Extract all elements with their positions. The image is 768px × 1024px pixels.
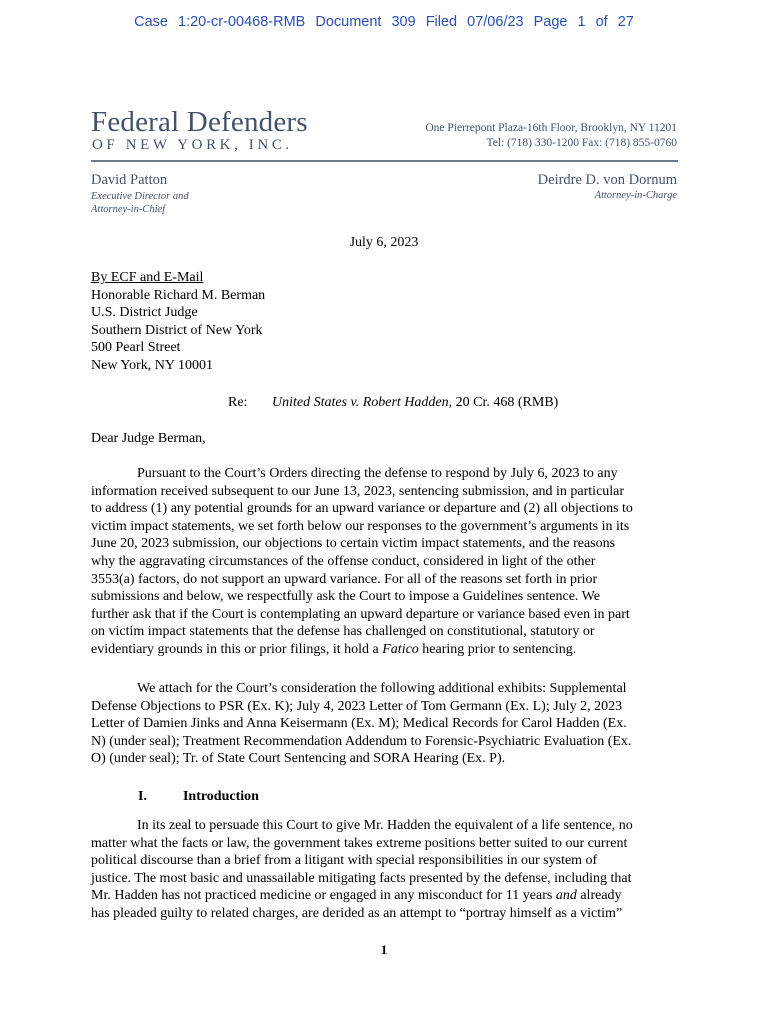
case-header: Case 1:20-cr-00468-RMB Document 309 Filed 07/06/23 Page 1 of 27 [134,14,634,30]
paragraph-line: Pursuant to the Court’s Orders directing the defense to respond by July 6, 2023 to any [137,466,618,481]
paragraph-line: matter what the facts or law, the government takes extreme positions better suited to our current [91,835,628,851]
paragraph-line: Letter of Damien Jinks and Anna Keisermann (Ex. M); Medical Records for Carol Hadden (Ex. [91,716,627,732]
executive-director-name: David Patton [91,172,168,188]
letterhead-org-sub: OF NEW YORK, INC. [92,137,293,153]
paragraph-line: political discourse than a brief from a litigant with special responsibilities in our system of [91,853,598,869]
attorney-in-charge-name: Deirdre D. von Dornum [537,172,677,188]
letterhead-divider [91,160,678,162]
paragraph-line: further ask that if the Court is contemplating an upward departure or variance based even in part [91,606,630,622]
executive-director-title [91,190,189,216]
left-title-line: Executive Director and [91,191,189,202]
re-label: Re: [228,395,248,410]
paragraph-line: Mr. Hadden has not practiced medicine or engaged in any misconduct for 11 years and already [91,888,622,904]
paragraph-line: justice. The most basic and unassailable mitigating facts presented by the defense, including that [91,870,632,886]
paragraph-line: 3553(a) factors, do not support an upward variance. For all of the reasons set forth in prior [91,571,598,587]
case-number: , 20 Cr. 468 (RMB) [448,395,559,410]
letterhead-phone: Tel: (718) 330-1200 Fax: (718) 855-0760 [486,137,677,149]
paragraph-line: on victim impact statements that the defense has challenged on constitutional, statutory or [91,624,595,640]
paragraph-line: victim impact statements, we set forth below our responses to the government’s arguments in its [91,518,630,534]
recipient-block [91,269,265,375]
paragraph-1 [91,465,678,659]
recipient-line: Southern District of New York [91,322,263,338]
delivery-method: By ECF and E-Mail [91,270,204,285]
recipient-line: 500 Pearl Street [91,340,181,356]
paragraph-line: evidentiary grounds in this or prior filings, it hold a Fatico hearing prior to sentencing. [91,641,577,657]
paragraph-line: why the aggravating circumstances of the offense conduct, considered in light of the other [91,553,596,569]
paragraph-line: has pleaded guilty to related charges, are derided as an attempt to “portray himself as a victim” [91,905,623,921]
attorney-in-charge-title: Attorney-in-Charge [594,190,677,201]
case-name: United States v. Robert Hadden [272,395,449,410]
paragraph-line: Defense Objections to PSR (Ex. K); July 4, 2023 Letter of Tom Germann (Ex. L); July 2, 2023 [91,698,623,714]
recipient-line: Honorable Richard M. Berman [91,287,266,303]
paragraph-line: O) (under seal); Tr. of State Court Sentencing and SORA Hearing (Ex. P). [91,751,506,767]
paragraph-line: We attach for the Court’s consideration the following additional exhibits: Supplemental [137,681,627,696]
paragraph-line: submissions and below, we respectfully ask the Court to impose a Guidelines sentence. We [91,589,600,605]
left-title-line: Attorney-in-Chief [91,204,166,215]
paragraph-line: information received subsequent to our June 13, 2023, sentencing submission, and in particular [91,483,625,499]
section-heading [138,788,259,806]
page-number: 1 [380,942,388,957]
recipient-line: New York, NY 10001 [91,357,213,373]
paragraph-line: to address (1) any potential grounds for an upward variance or departure and (2) all objections to [91,501,633,517]
re-case-caption [272,394,558,412]
letter-date: July 6, 2023 [349,235,419,250]
recipient-line: U.S. District Judge [91,305,198,321]
paragraph-3 [91,817,678,923]
letterhead-address: One Pierrepont Plaza-16th Floor, Brooklyn, NY 11201 [425,122,677,134]
paragraph-line: N) (under seal); Treatment Recommendation Addendum to Forensic-Psychiatric Evaluation (Ex. [91,733,632,749]
section-title: Introduction [182,789,259,804]
section-number: I. [138,789,147,804]
letterhead-org-name: Federal Defenders [91,106,308,138]
paragraph-2 [91,680,678,768]
paragraph-line: In its zeal to persuade this Court to give Mr. Hadden the equivalent of a life sentence, no [137,818,633,833]
salutation: Dear Judge Berman, [91,431,206,446]
paragraph-line: June 20, 2023 submission, our objections to certain victim impact statements, and the reasons [91,536,616,552]
